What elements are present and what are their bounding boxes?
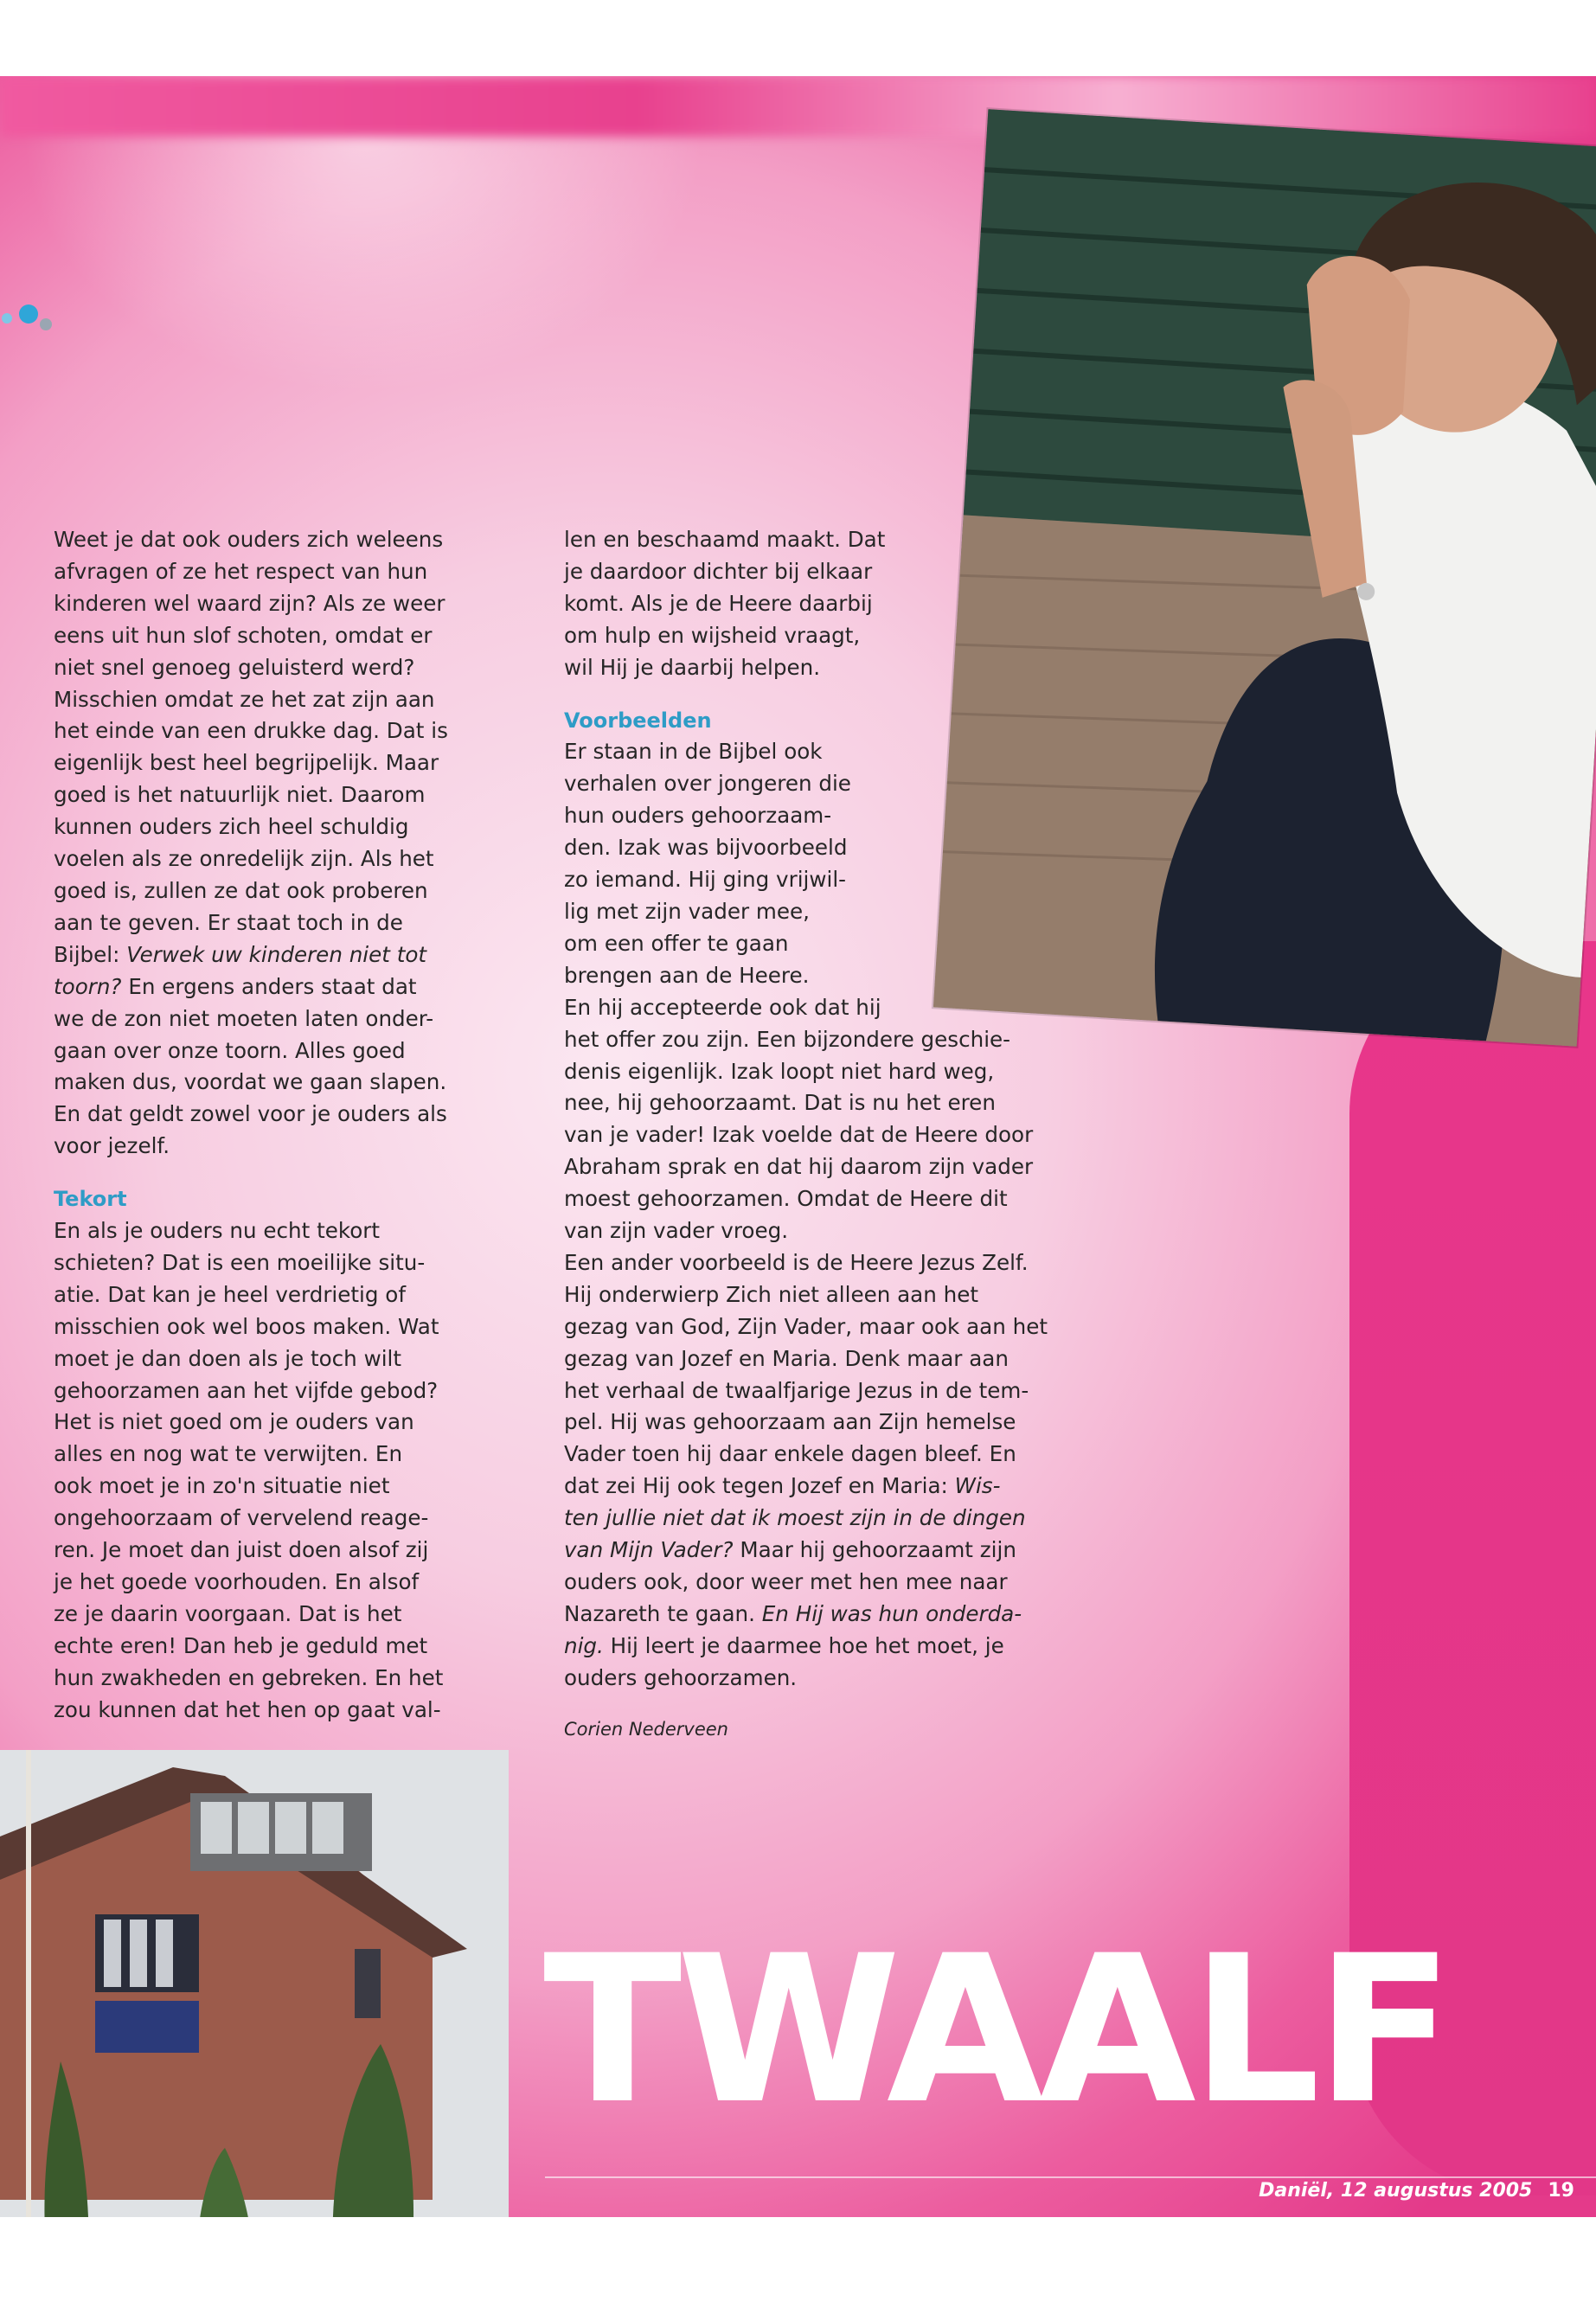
magazine-page	[0, 76, 1596, 2217]
tekort-paragraph: En als je ouders nu echt tekort schieten? Dat is een moeilijke situ- atie. Dat kan je heel verdrietig of misschien ook wel boos maken. Wat moet je dan doen als je toch wilt gehoorzamen aan het vijfde gebod? Het is niet goed om je ouders van alles en nog wat te verwijten. En ook moet je in zo'n situatie niet ongehoorzaam of vervelend reage- ren. Je moet dan juist doen alsof zij je het goede voorhouden. En alsof ze je daarin voorgaan. Dat is het echte eren! Dan heb je geduld met hun zwakheden en gebreken. En het zou kunnen dat het hen op gaat val-	[54, 1218, 444, 1722]
decorative-dots-icon	[0, 303, 69, 346]
article-column-1	[54, 524, 538, 1727]
voorbeelden-paragraph: Er staan in de Bijbel ook verhalen over jongeren die hun ouders gehoorzaam- den. Izak was bijvoorbeeld zo iemand. Hij ging vrijwil- lig met zijn vader mee, om een offer te gaan brengen aan de Heere. En hij accepteerde ook dat hij het offer zou zijn. Een bijzondere geschie- denis eigenlijk. Izak loopt niet hard weg, nee, hij gehoorzaamt. Dat is nu het eren van je vader! Izak voelde dat de Heere door Abraham sprak en dat hij daarom zijn vader moest gehoorzamen. Omdat de Heere dit van zijn vader vroeg. Een ander voorbeeld is de Heere Jezus Zelf. Hij onderwierp Zich niet alleen aan het gezag van God, Zijn Vader, maar ook aan het gezag van Jozef en Maria. Denk maar aan het verhaal de twaalfjarige Jezus in de tem- pel. Hij was gehoorzaam aan Zijn hemelse Vader toen hij daar enkele dagen bleef. En dat zei Hij ook tegen Jozef en Maria: Wis- ten jullie niet dat ik moest zijn in de dingen van Mijn Vader? Maar hij gehoorzaamt zijn ouders ook, door weer met hen mee naar Nazareth te gaan. En Hij was hun onderda- nig. Hij leert je daarmee hoe het moet, je ouders gehoorzamen.	[564, 739, 1048, 1690]
intro-paragraph: Weet je dat ook ouders zich weleens afvragen of ze het respect van hun kinderen wel waard zijn? Als ze weer eens uit hun slof schoten, omdat er niet snel genoeg geluisterd werd? Misschien omdat ze het zat zijn aan het einde van een drukke dag. Dat is eigenlijk best heel begrijpelijk. Maar goed is het natuurlijk niet. Daarom kunnen ouders zich heel schuldig voelen als ze onredelijk zijn. Als het goed is, zullen ze dat ook proberen aan te geven. Er staat toch in de Bijbel: Verwek uw kinderen niet tot toorn? En ergens anders staat dat we de zon niet moeten laten onder- gaan over onze toorn. Alles goed maken dus, voordat we gaan slapen. En dat geldt zowel voor je ouders als voor jezelf.	[54, 527, 448, 1159]
page-number: 19	[1548, 2180, 1574, 2202]
heading-tekort: Tekort	[54, 1187, 127, 1212]
footer-rule	[545, 2176, 1596, 2178]
decorative-band	[0, 76, 1596, 137]
continuation-paragraph: len en beschaamd maakt. Dat je daardoor dichter bij elkaar komt. Als je de Heere daarbij om hulp en wijsheid vraagt, wil Hij je daarbij helpen.	[564, 527, 886, 680]
author-byline: Corien Nederveen	[564, 1718, 728, 1740]
publication-date: Daniël, 12 augustus 2005	[1259, 2180, 1533, 2202]
page-footer	[1168, 2180, 1574, 2214]
headline-twaalf: TWAALF	[543, 1913, 1449, 2149]
heading-voorbeelden: Voorbeelden	[564, 708, 712, 733]
brick-house-photo	[0, 1750, 509, 2217]
girl-covering-face-photo	[933, 109, 1596, 1047]
